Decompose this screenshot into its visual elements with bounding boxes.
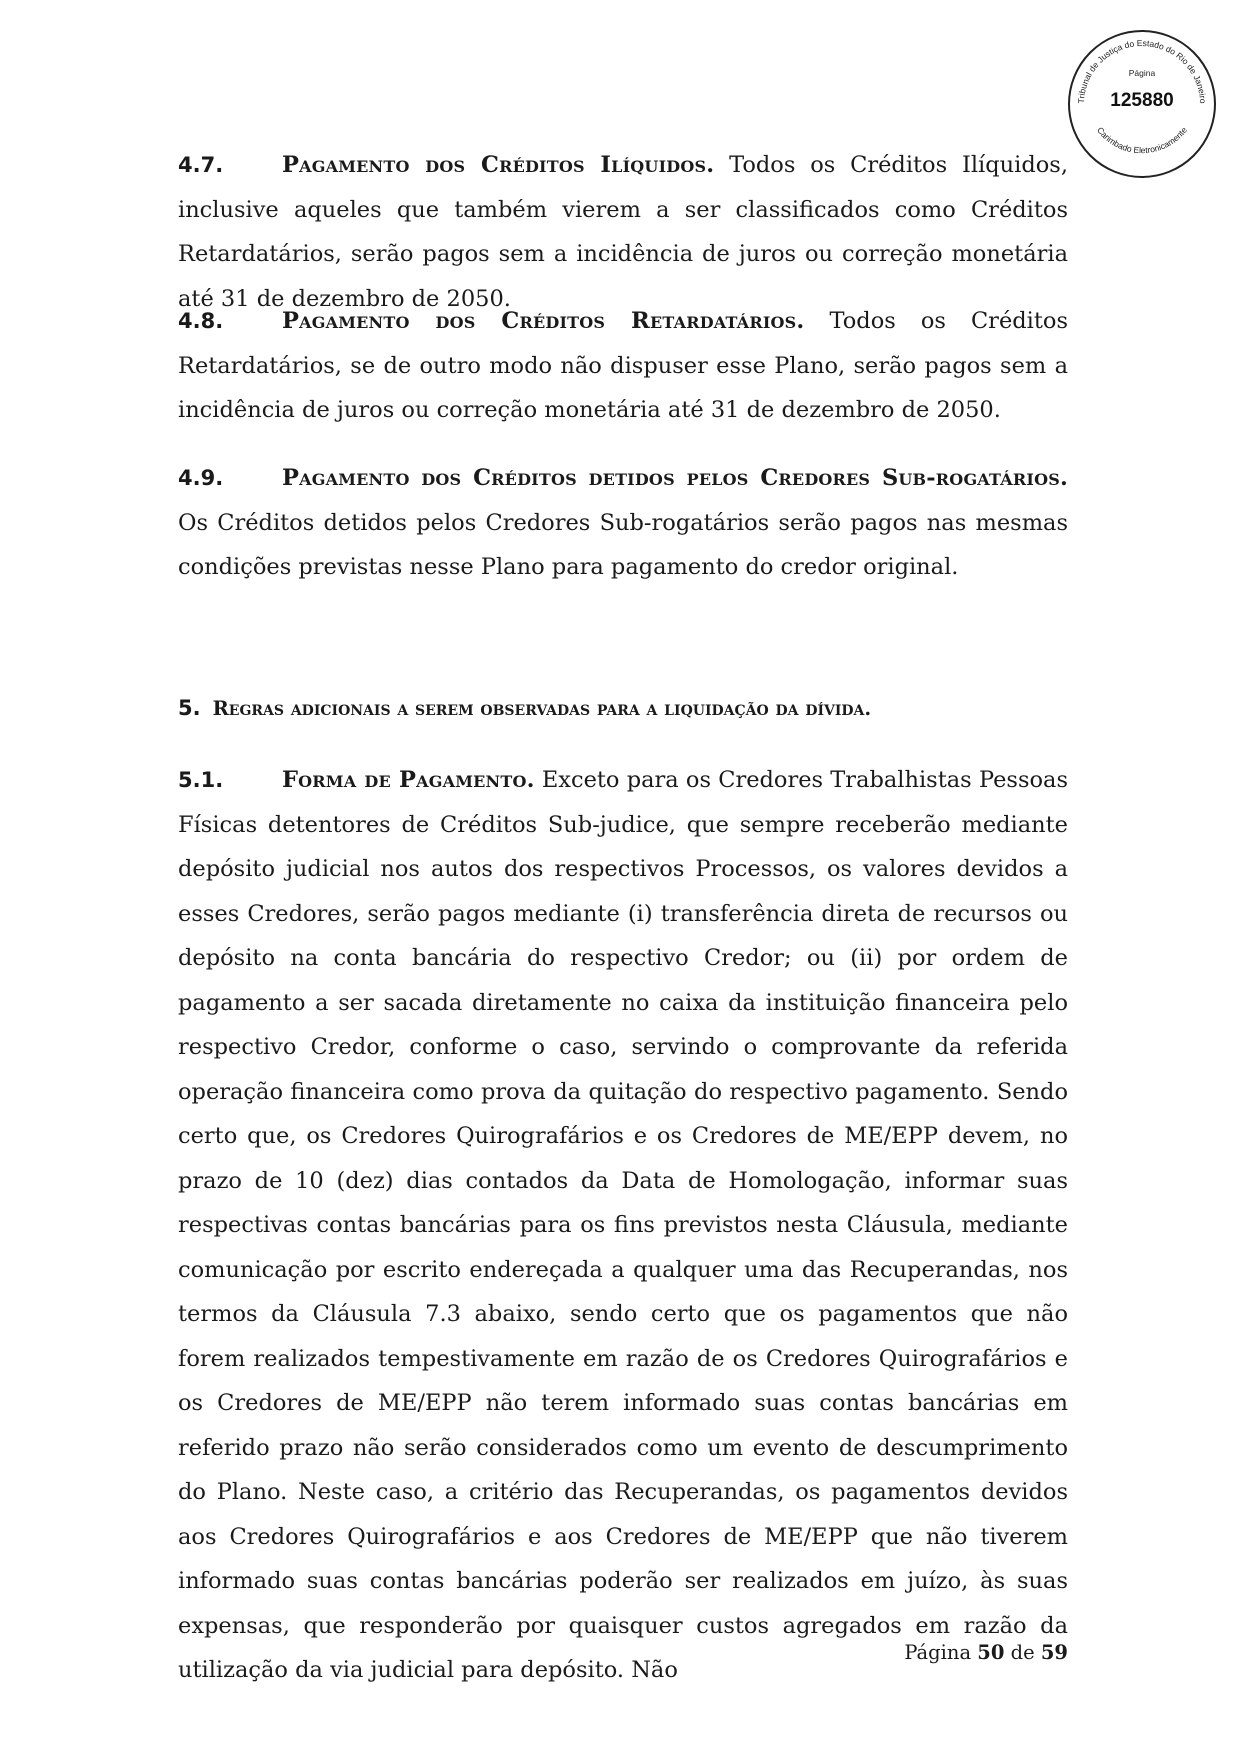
- clause-number: 4.8.: [178, 309, 224, 333]
- clause-4-7: [178, 143, 1068, 321]
- clause-heading: Pagamento dos Créditos Ilíquidos.: [282, 152, 715, 178]
- court-stamp: [1066, 28, 1218, 180]
- clause-text: Exceto para os Credores Trabalhistas Pessoas Físicas detentores de Créditos Sub-judice, que sempre receberão mediante depósito judicial nos autos dos respectivos Processos, os valores devidos a esses Credores, serão pagos mediante (i) transferência direta de recursos ou depósito na conta bancária do respectivo Credor; ou (ii) por ordem de pagamento a ser sacada diretamente no caixa da instituição financeira pelo respectivo Credor, conforme o caso, servindo o comprovante da referida operação financeira como prova da quitação do respectivo pagamento. Sendo certo que, os Credores Quirografários e os Credores de ME/EPP devem, no prazo de 10 (dez) dias contados da Data de Homologação, informar suas respectivas contas bancárias para os fins previstos nesta Cláusula, mediante comunicação por escrito endereçada a qualquer uma das Recuperandas, nos termos da Cláusula 7.3 abaixo, sendo certo que os pagamentos que não forem realizados tempestivamente em razão de os Credores Quirografários e os Credores de ME/EPP não terem informado suas contas bancárias em referido prazo não serão considerados como um evento de descumprimento do Plano. Neste caso, a critério das Recuperandas, os pagamentos devidos aos Credores Quirografários e aos Credores de ME/EPP que não tiverem informado suas contas bancárias poderão ser realizados em juízo, às suas expensas, que responderão por quaisquer custos agregados em razão da utilização da via judicial para depósito. Não: [178, 767, 1068, 1683]
- clause-4-8: [178, 299, 1068, 433]
- clause-text: Todos os Créditos Ilíquidos, inclusive aqueles que também vierem a ser classificados como Créditos Retardatários, serão pagos sem a incidência de juros ou correção monetária até 31 de dezembro de 2050.: [178, 152, 1068, 312]
- clause-5-1: [178, 758, 1068, 1693]
- clause-heading: Pagamento dos Créditos Retardatários.: [282, 308, 805, 334]
- clause-number: 4.7.: [178, 153, 224, 177]
- clause-heading: Pagamento dos Créditos detidos pelos Credores Sub-rogatários.: [282, 465, 1068, 491]
- page-footer: [904, 1641, 1068, 1664]
- svg-text:Carimbado Eletronicamente: [1095, 125, 1189, 155]
- stamp-ring-bottom: Carimbado Eletronicamente: [1095, 125, 1189, 156]
- stamp-label: Página: [1128, 68, 1156, 78]
- section-title: Regras adicionais a serem observadas para a liquidação da dívida.: [212, 697, 872, 720]
- section-5-heading: [178, 696, 1068, 720]
- clause-text: Os Créditos detidos pelos Credores Sub-rogatários serão pagos nas mesmas condições previstas nesse Plano para pagamento do credor original.: [178, 509, 1068, 580]
- footer-middle: de: [1004, 1641, 1041, 1664]
- clause-heading: Forma de Pagamento.: [282, 767, 535, 793]
- clause-text: Todos os Créditos Retardatários, se de outro modo não dispuser esse Plano, serão pagos sem a incidência de juros ou correção monetária até 31 de dezembro de 2050.: [178, 308, 1068, 423]
- stamp-number: 125880: [1110, 90, 1174, 111]
- clause-4-9: [178, 456, 1068, 590]
- footer-prefix: Página: [904, 1641, 978, 1664]
- footer-current-page: 50: [977, 1641, 1005, 1664]
- section-number: 5.: [178, 696, 201, 720]
- clause-number: 4.9.: [178, 466, 224, 490]
- clause-number: 5.1.: [178, 768, 224, 792]
- stamp-ring-top: Tribunal de Justiça do Estado do Rio de Janeiro: [1075, 37, 1209, 104]
- footer-total-pages: 59: [1040, 1641, 1068, 1664]
